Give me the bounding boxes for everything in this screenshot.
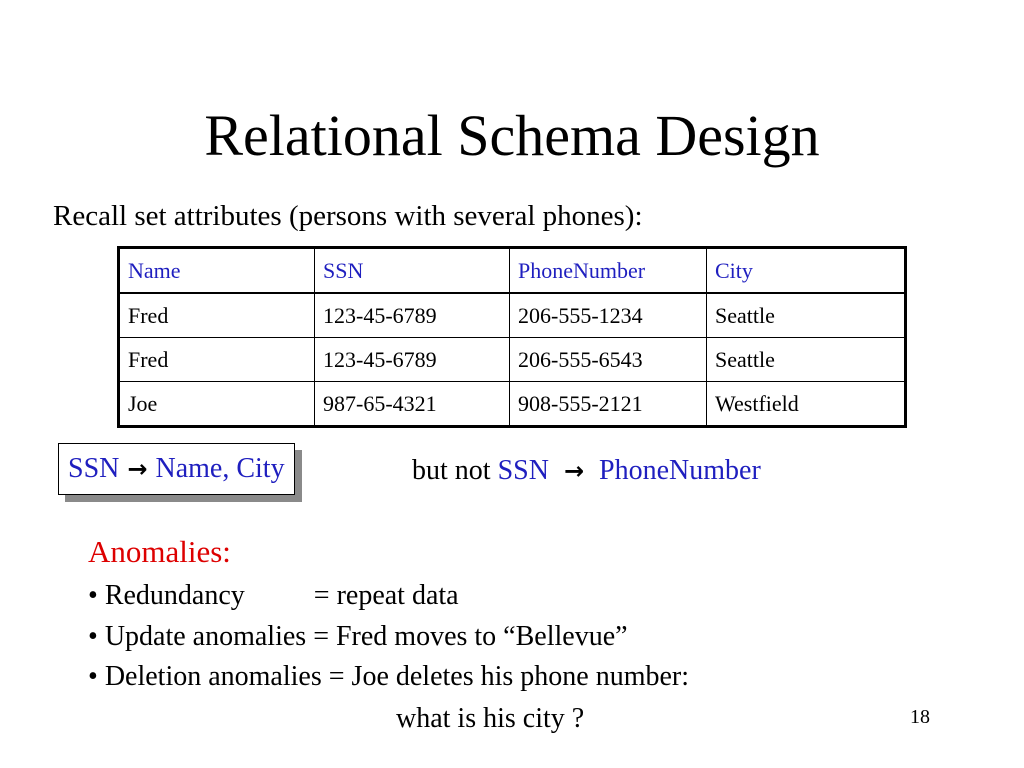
table-row bbox=[119, 382, 906, 427]
anomaly-description: = repeat data bbox=[313, 580, 459, 611]
anomaly-continuation: what is his city ? bbox=[396, 703, 585, 734]
fd-lhs: SSN bbox=[68, 453, 120, 484]
anomaly-item bbox=[88, 576, 459, 616]
right-arrow-icon: → bbox=[563, 457, 585, 485]
anomaly-term: Deletion anomalies bbox=[104, 661, 322, 692]
table-cell: 908-555-2121 bbox=[510, 382, 707, 427]
table-cell: 123-45-6789 bbox=[315, 338, 510, 382]
functional-dependency-box bbox=[58, 443, 295, 495]
fd-rhs: Name, City bbox=[155, 453, 285, 484]
table-header-cell: Name bbox=[119, 248, 315, 294]
table-cell: Westfield bbox=[707, 382, 906, 427]
bullet-icon: • bbox=[88, 580, 98, 611]
table-header-cell: City bbox=[707, 248, 906, 294]
table-cell: 206-555-6543 bbox=[510, 338, 707, 382]
slide-title: Relational Schema Design bbox=[204, 103, 820, 168]
persons-table bbox=[117, 246, 907, 428]
non-dependency-lhs: SSN bbox=[497, 455, 549, 486]
anomaly-term: Update anomalies bbox=[104, 621, 307, 652]
right-arrow-icon: → bbox=[127, 455, 148, 483]
table-cell: Joe bbox=[119, 382, 315, 427]
non-dependency-prefix: but not bbox=[412, 455, 491, 486]
table-cell: Fred bbox=[119, 293, 315, 338]
table-cell: 123-45-6789 bbox=[315, 293, 510, 338]
table-header-cell: PhoneNumber bbox=[510, 248, 707, 294]
table-cell: 206-555-1234 bbox=[510, 293, 707, 338]
anomaly-description: = Joe deletes his phone number: bbox=[328, 661, 690, 692]
anomaly-item bbox=[88, 657, 689, 697]
table-cell: Seattle bbox=[707, 338, 906, 382]
table-header-row bbox=[119, 248, 906, 294]
table-cell: Fred bbox=[119, 338, 315, 382]
bullet-icon: • bbox=[88, 661, 98, 692]
non-dependency-text bbox=[412, 451, 761, 491]
anomaly-item bbox=[88, 617, 628, 657]
anomalies-heading: Anomalies: bbox=[88, 534, 231, 569]
table-cell: 987-65-4321 bbox=[315, 382, 510, 427]
anomaly-description: = Fred moves to “Bellevue” bbox=[313, 621, 628, 652]
intro-text: Recall set attributes (persons with several phones): bbox=[53, 200, 643, 232]
table-row bbox=[119, 293, 906, 338]
bullet-icon: • bbox=[88, 621, 98, 652]
page-number: 18 bbox=[910, 706, 930, 728]
anomaly-term: Redundancy bbox=[104, 580, 245, 611]
table-row bbox=[119, 338, 906, 382]
table-header-cell: SSN bbox=[315, 248, 510, 294]
non-dependency-rhs: PhoneNumber bbox=[599, 455, 761, 486]
table-cell: Seattle bbox=[707, 293, 906, 338]
